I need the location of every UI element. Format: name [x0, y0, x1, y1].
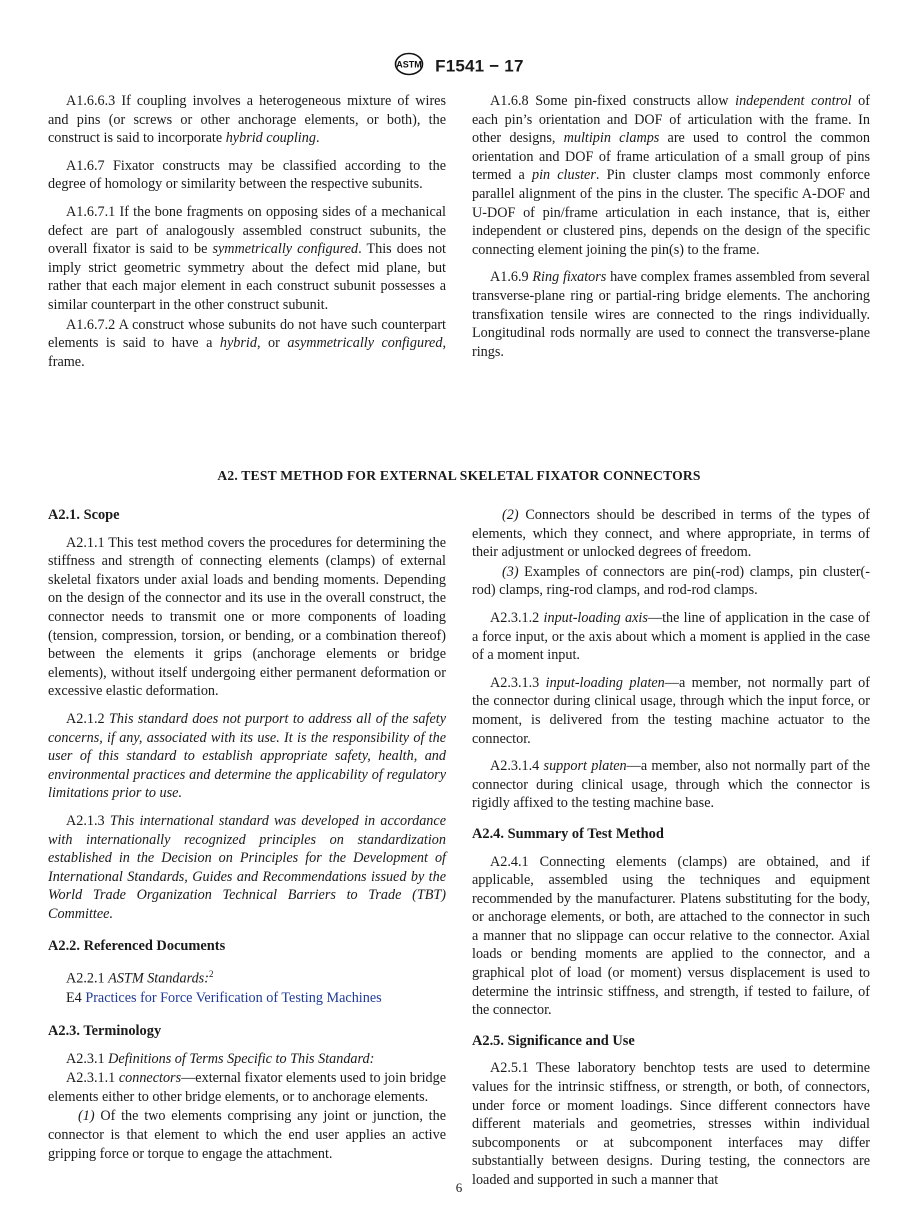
- paragraph-a2-1-1: A2.1.1 This test method covers the procedures for determining the stiffness and strength of connecting elements (clamps) of external skeletal fixators under axial loads and bending moments. Depending on the design of the connector and its use in the overall construct, the connector needs to transmit one or more components of loading (tension, compression, torsion, or bending, or a combination thereof) between the elements it grips (anchorage elements or bridge elements), without itself undergoing either permanent deformation or excessive elastic deformation.: [48, 534, 446, 700]
- document-designation: F1541 − 17: [435, 56, 524, 76]
- page-number: 6: [455, 1180, 463, 1195]
- reference-link-e4[interactable]: Practices for Force Verification of Testing Machines: [85, 990, 382, 1007]
- terminology-heading: A2.3. Terminology: [48, 1022, 162, 1039]
- paragraph-a1-6-8: A1.6.8 Some pin-fixed constructs allow independent control of each pin’s orientation and DOF of articulation with the frame. In other designs, multipin clamps are used to control the common orientation and DOF of frame articulation of a small group of pins termed a pin cluster. Pin cluster clamps most commonly enforce parallel alignment of the pins in the cluster. The specific A-DOF and U-DOF of pin/frame articulation in each instance, that is, either independent or clustered pins, depends on the design of the specific connecting element joining the pin(s) to the frame.: [472, 93, 871, 258]
- paragraph-a2-3-1-3: A2.3.1.3 input-loading platen—a member, not normally part of the connector during clinical usage, through which the input force, or moment, is delivered from the testing machine actuator to the connector.: [472, 674, 870, 747]
- page-header: [0, 52, 918, 81]
- paragraph-a2-3-1-1-1: (1) Of the two elements comprising any joint or junction, the connector is that element to which the end user applies an active gripping force or torque to engage the attachment.: [48, 1108, 446, 1162]
- paragraph-a2-3-1-4: A2.3.1.4 support platen—a member, also not normally part of the connector during clinical usage, through which the connector is rigidly affixed to the testing machine base.: [472, 758, 870, 812]
- paragraph-a2-3-1: A2.3.1 Definitions of Terms Specific to This Standard:: [66, 1050, 375, 1067]
- paragraph-a2-3-1-2: A2.3.1.2 input-loading axis—the line of application in the case of a force input, or the axis about which a moment is applied in the case of a moment input.: [472, 609, 870, 664]
- paragraph-a2-2-1: A2.2.1 ASTM Standards:$^2$: [66, 969, 214, 987]
- summary-heading: A2.4. Summary of Test Method: [472, 825, 664, 842]
- paragraph-a2-3-1-1: A2.3.1.1 connectors—external fixator elements used to join bridge elements either to other bridge elements, or to anchorage elements.: [48, 1070, 446, 1105]
- svg-text:ASTM: ASTM: [396, 59, 423, 70]
- paragraph-a2-1-2: A2.1.2 This standard does not purport to address all of the safety concerns, if any, associated with its use. It is the responsibility of the user of this standard to establish appropriate safety, health, and environmental practices and determine the applicability of regulatory limitations prior to use.: [48, 710, 446, 802]
- significance-heading: A2.5. Significance and Use: [472, 1032, 635, 1049]
- paragraph-a1-6-7-1: A1.6.7.1 If the bone fragments on opposing sides of a mechanical defect are part of analogously assembled construct subunits, the overall fixator is said to be symmetrically configured. This does not imply strict geometric symmetry about the defect mid plane, but rather that each major element in each construct subunit possesses a similar counterpart in the other construct subunit.: [48, 203, 446, 313]
- top-right-column: [472, 92, 870, 370]
- paragraph-a1-6-7-2: A1.6.7.2 A construct whose subunits do not have such counterpart elements is said to have a hybrid, or asymmetrically configured, frame.: [48, 316, 446, 370]
- referenced-documents-heading: A2.2. Referenced Documents: [48, 938, 226, 955]
- paragraph-a2-5-1: A2.5.1 These laboratory benchtop tests are used to determine values for the intrinsic stiffness, or strength, or both, of connectors, under force or moment loadings. Since different connectors have different materials and geometries, stresses within individual subcomponents or at subcomponent interfaces may differ substantially between designs. During testing, the connectors are loaded and supported in such a manner that: [472, 1060, 870, 1188]
- paragraph-a2-3-1-1-2: (2) Connectors should be described in terms of the types of elements, which they connect, and where appropriate, in terms of their adjustment or unlocked degrees of freedom.: [472, 507, 870, 561]
- paragraph-a1-6-9: A1.6.9 Ring fixators have complex frames assembled from several transverse-plane ring or partial-ring bridge elements. The anchoring transfixation tensile wires are connected to the rings individually. Longitudinal rods normally are used to connect the transverse-plane rings.: [472, 269, 870, 360]
- section-title: A2. TEST METHOD FOR EXTERNAL SKELETAL FIXATOR CONNECTORS: [217, 468, 701, 483]
- paragraph-a2-4-1: A2.4.1 Connecting elements (clamps) are obtained, and if applicable, assembled using the techniques and equipment recommended by the manufacturer. Platens substituting for the body, or anchorage elements, or both, are attached to the connector in such a manner that no slippage can occur relative to the connector. Axial loads or bending moments are applied to the connector, and a graphical plot of load (or moment) versus displacement is used to determine the intrinsic stiffness, and strength, if tested to failure, of the connector.: [472, 853, 870, 1019]
- bottom-left-column: [48, 506, 446, 1172]
- top-left-column: [48, 92, 446, 380]
- astm-logo-icon: [394, 52, 424, 81]
- paragraph-a1-6-6-3: A1.6.6.3 If coupling involves a heterogeneous mixture of wires and pins (or screws or other anchorage elements, or both), the construct is said to incorporate hybrid coupling.: [48, 93, 446, 147]
- reference-e4: E4 Practices for Force Verification of Testing Machines: [66, 990, 382, 1007]
- paragraph-a2-3-1-1-3: (3) Examples of connectors are pin(-rod) clamps, pin cluster(-rod) clamps, ring-rod clamps, and rod-rod clamps.: [472, 563, 870, 599]
- paragraph-a1-6-7: A1.6.7 Fixator constructs may be classified according to the degree of homology or similarity between the respective subunits.: [48, 157, 446, 193]
- bottom-right-column: [472, 506, 870, 1199]
- scope-heading: A2.1. Scope: [48, 507, 120, 523]
- paragraph-a2-1-3: A2.1.3 This international standard was developed in accordance with internationally recognized principles on standardization established in the Decision on Principles for the Development of International Standards, Guides and Recommendations issued by the World Trade Organization Technical Barriers to Trade (TBT) Committee.: [48, 812, 446, 922]
